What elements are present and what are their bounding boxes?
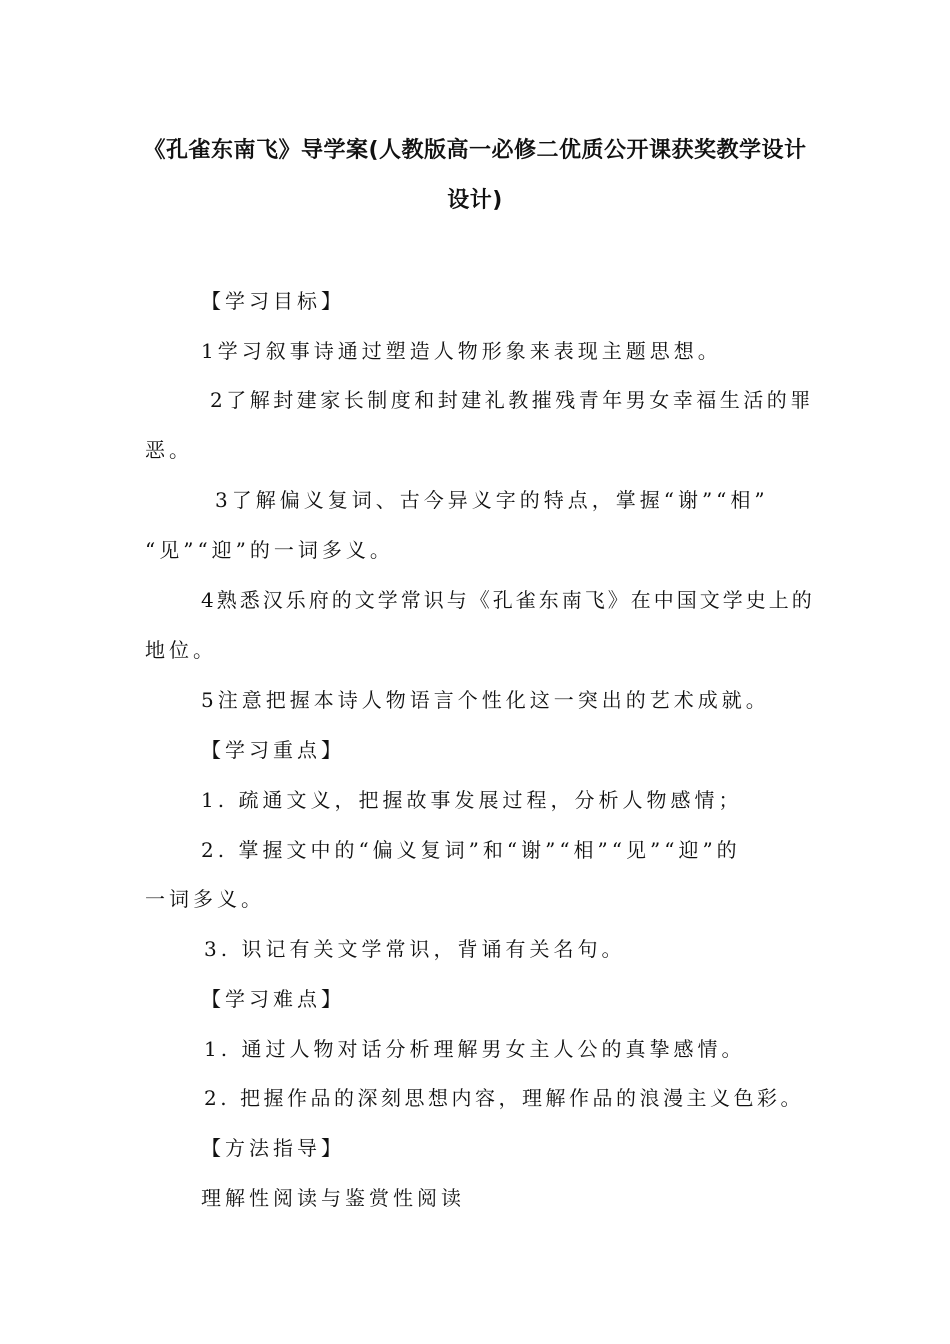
section-heading-objectives: 【学习目标】 bbox=[201, 289, 345, 313]
objective-item-3-line-1: 3了解偏义复词、古今异义字的特点，掌握“谢”“相” bbox=[215, 488, 769, 512]
key-point-item-1: 1. 疏通文义，把握故事发展过程，分析人物感情； bbox=[201, 788, 743, 812]
objective-item-1: 1学习叙事诗通过塑造人物形象来表现主题思想。 bbox=[201, 339, 722, 363]
difficulty-item-1: 1. 通过人物对话分析理解男女主人公的真挚感情。 bbox=[204, 1037, 746, 1061]
objective-item-2-line-2: 恶。 bbox=[145, 438, 193, 462]
objective-item-3-line-2: “见”“迎”的一词多义。 bbox=[145, 538, 394, 562]
key-point-item-2-line-2: 一词多义。 bbox=[145, 887, 265, 911]
key-point-item-3: 3. 识记有关文学常识，背诵有关名句。 bbox=[204, 937, 626, 961]
objective-item-4-line-2: 地位。 bbox=[145, 638, 217, 662]
document-title-line-2: 设计) bbox=[447, 188, 503, 213]
objective-item-4-line-1: 4熟悉汉乐府的文学常识与《孔雀东南飞》在中国文学史上的 bbox=[201, 588, 815, 612]
key-point-item-2-line-1: 2. 掌握文中的“偏义复词”和“谢”“相”“见”“迎”的 bbox=[201, 838, 741, 862]
document-title-line-1: 《孔雀东南飞》导学案(人教版高一必修二优质公开课获奖教学设计 bbox=[143, 138, 807, 163]
method-item-1: 理解性阅读与鉴赏性阅读 bbox=[201, 1186, 465, 1210]
difficulty-item-2: 2. 把握作品的深刻思想内容，理解作品的浪漫主义色彩。 bbox=[204, 1086, 804, 1110]
section-heading-method: 【方法指导】 bbox=[201, 1136, 345, 1160]
section-heading-difficulties: 【学习难点】 bbox=[201, 987, 345, 1011]
objective-item-5: 5注意把握本诗人物语言个性化这一突出的艺术成就。 bbox=[201, 688, 770, 712]
objective-item-2-line-1: 2了解封建家长制度和封建礼教摧残青年男女幸福生活的罪 bbox=[210, 388, 814, 412]
section-heading-key-points: 【学习重点】 bbox=[201, 738, 345, 762]
